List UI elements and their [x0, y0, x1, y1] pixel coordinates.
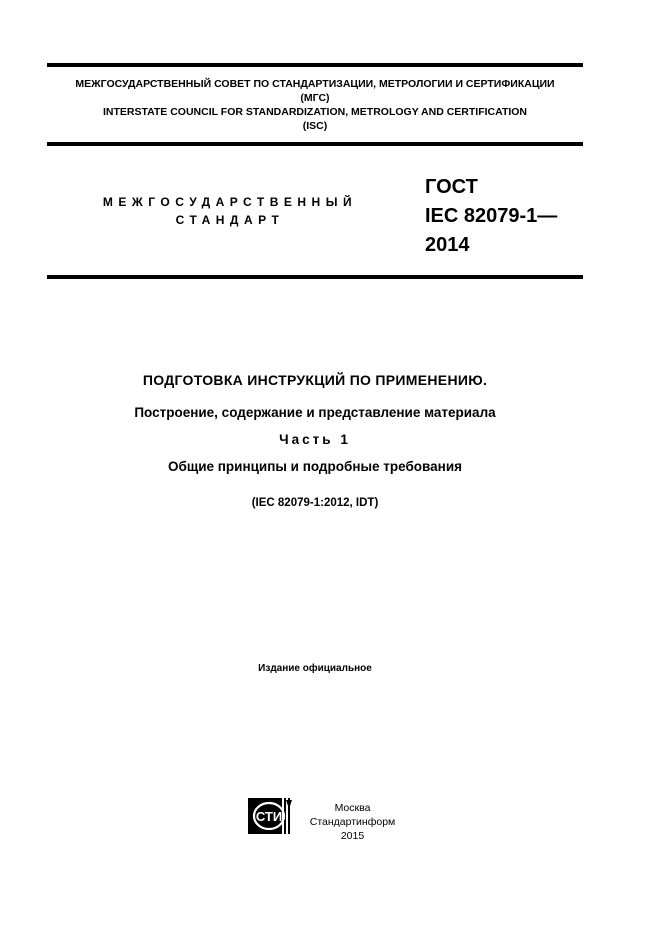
imprint: [300, 801, 405, 843]
council-abbr-en: (ISC): [302, 120, 328, 132]
designation-line2: IEC 82079-1—: [425, 205, 558, 227]
imprint-year: 2015: [340, 830, 365, 842]
part-number: Часть 1: [279, 432, 351, 447]
header-rule: [47, 142, 583, 146]
document-title: ПОДГОТОВКА ИНСТРУКЦИЙ ПО ПРИМЕНЕНИЮ.: [142, 372, 488, 388]
designation-line1: ГОСТ: [425, 176, 478, 198]
document-subtitle: Построение, содержание и представление материала: [134, 405, 496, 420]
iec-reference: (IEC 82079-1:2012, IDT): [251, 497, 379, 509]
standard-kind-line1: МЕЖГОСУДАРСТВЕННЫЙ: [102, 195, 358, 209]
council-name-ru: МЕЖГОСУДАРСТВЕННЫЙ СОВЕТ ПО СТАНДАРТИЗАЦИИ, МЕТРОЛОГИИ И СЕРТИФИКАЦИИ: [75, 78, 555, 90]
top-rule: [47, 63, 583, 67]
standartinform-logo-icon: [248, 798, 294, 834]
standard-designation: [425, 173, 557, 260]
imprint-publisher: Стандартинформ: [309, 816, 396, 828]
council-header: [47, 77, 583, 133]
imprint-city: Москва: [334, 802, 371, 814]
standard-kind: [90, 193, 370, 229]
council-name-en: INTERSTATE COUNCIL FOR STANDARDIZATION, METROLOGY AND CERTIFICATION: [102, 106, 528, 118]
edition-label: Издание официальное: [258, 663, 372, 674]
designation-line3: 2014: [425, 234, 470, 256]
title-block: [47, 370, 583, 511]
logo-lettering: СТИ: [255, 809, 283, 824]
designation-rule: [47, 275, 583, 279]
standard-kind-line2: СТАНДАРТ: [175, 213, 285, 227]
council-abbr-ru: (МГС): [300, 92, 330, 104]
part-title: Общие принципы и подробные требования: [167, 459, 463, 474]
